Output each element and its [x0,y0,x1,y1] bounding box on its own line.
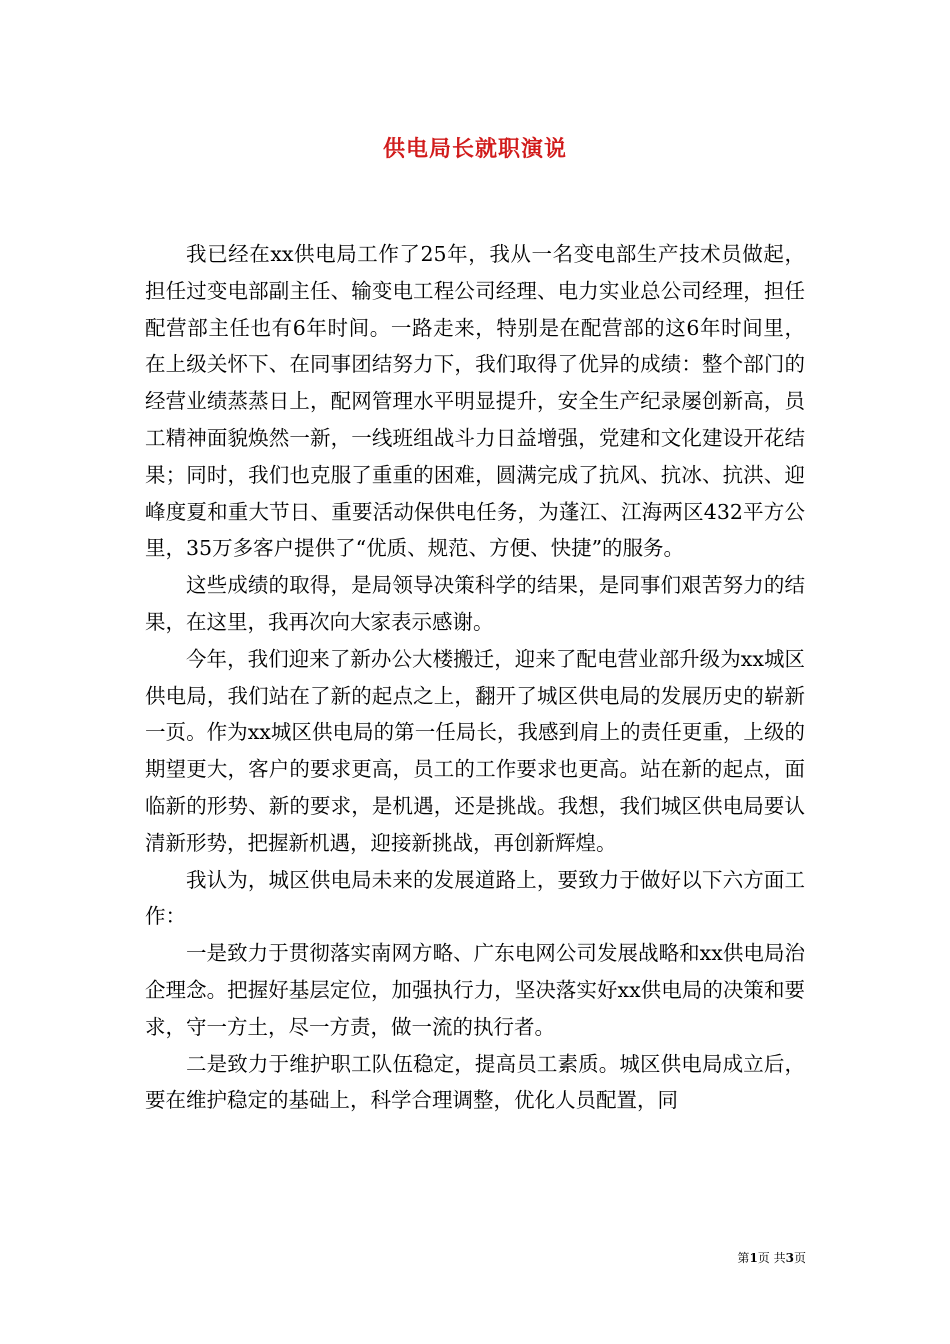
footer-middle: 页 共 [757,1251,786,1265]
footer-prefix: 第 [737,1251,750,1265]
paragraph: 今年，我们迎来了新办公大楼搬迁，迎来了配电营业部升级为xx城区供电局，我们站在了新的起点之上，翻开了城区供电局的发展历史的崭新一页。作为xx城区供电局的第一任局长，我感到肩上的责任更重，上级的期望更大，客户的要求更高，员工的工作要求也更高。站在新的起点，面临新的形势、新的要求，是机遇，还是挑战。我想，我们城区供电局要认清新形势，把握新机遇，迎接新挑战，再创新辉煌。 [145,646,805,855]
paragraph: 一是致力于贯彻落实南网方略、广东电网公司发展战略和xx供电局治企理念。把握好基层定位，加强执行力，坚决落实好xx供电局的决策和要求，守一方土，尽一方责，做一流的执行者。 [145,941,805,1039]
document-title: 供电局长就职演说 [382,136,567,162]
paragraph: 我认为，城区供电局未来的发展道路上，要致力于做好以下六方面工作： [145,867,805,929]
paragraph: 这些成绩的取得，是局领导决策科学的结果，是同事们艰苦努力的结果，在这里，我再次向大家表示感谢。 [145,573,805,634]
total-pages-number: 3 [785,1251,794,1265]
paragraph: 二是致力于维护职工队伍稳定，提高员工素质。城区供电局成立后，要在维护稳定的基础上，科学合理调整，优化人员配置，同 [145,1051,805,1113]
document-body [145,236,805,1119]
current-page-number: 1 [749,1251,758,1265]
paragraph: 我已经在xx供电局工作了25年，我从一名变电部生产技术员做起，担任过变电部副主任、输变电工程公司经理、电力实业总公司经理，担任配营部主任也有6年时间。一路走来，特别是在配营部的这6年时间里，在上级关怀下、在同事团结努力下，我们取得了优异的成绩：整个部门的经营业绩蒸蒸日上，配网管理水平明显提升，安全生产纪录屡创新高，员工精神面貌焕然一新，一线班组战斗力日益增强，党建和文化建设开花结果；同时，我们也克服了重重的困难，圆满完成了抗风、抗冰、抗洪、迎峰度夏和重大节日、重要活动保供电任务，为蓬江、江海两区432平方公里，35万多客户提供了“优质、规范、方便、快捷”的服务。 [145,242,805,561]
footer-suffix: 页 [793,1251,806,1265]
page-footer [0,1249,806,1266]
